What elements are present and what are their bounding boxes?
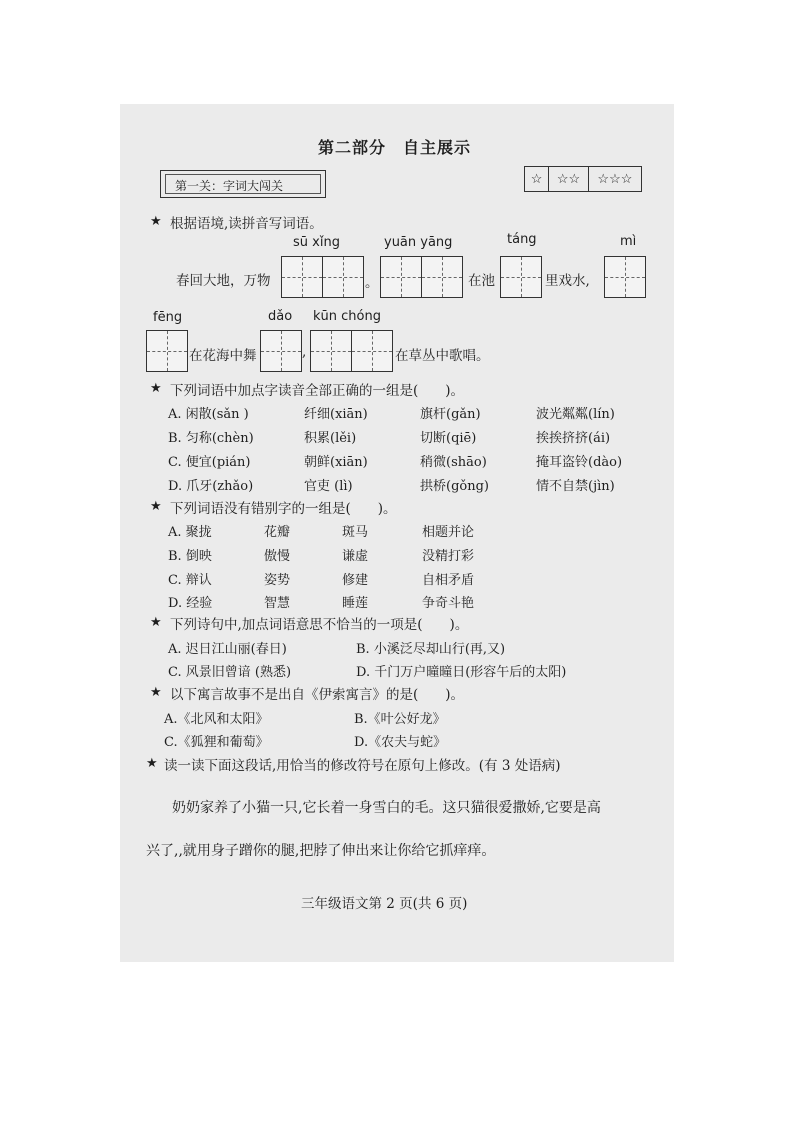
rating-two-stars: ☆☆: [549, 167, 589, 191]
pinyin-suxing: sū xǐng: [293, 235, 340, 250]
pinyin-mi: mì: [620, 234, 637, 249]
q3-option-c-2: 姿势: [264, 573, 291, 588]
pinyin-dao: dǎo: [268, 309, 293, 324]
writing-box[interactable]: [380, 256, 422, 298]
q5-option-a: A.《北风和太阳》: [164, 712, 269, 727]
q3-option-a-4: 相题并论: [422, 525, 475, 540]
q2-option-d-2: 官吏 (lì): [304, 479, 353, 494]
q5-option-c: C.《狐狸和葡萄》: [164, 735, 269, 750]
q2-option-c-2: 朝鲜(xiān): [304, 455, 368, 470]
section-banner: [160, 170, 326, 198]
pinyin-tang: táng: [507, 232, 537, 247]
pinyin-yuanyang: yuān yāng: [384, 235, 453, 250]
q2-option-a-3: 旗杆(gǎn): [420, 407, 481, 422]
writing-box[interactable]: [146, 330, 188, 372]
page-title: 第二部分 自主展示: [318, 138, 472, 157]
q3-option-b-3: 谦虚: [342, 549, 369, 564]
q3-option-d-2: 智慧: [264, 596, 291, 611]
star-icon: ★: [150, 615, 162, 630]
q1-line2-text-b: ,: [302, 344, 307, 360]
q4-option-d: D. 千门万户曈曈日(形容午后的太阳): [356, 665, 567, 680]
q1-prompt: 根据语境,读拼音写词语。: [170, 216, 323, 232]
q1-line1-text-a: 春回大地，万物: [176, 273, 271, 289]
writing-box[interactable]: [500, 256, 542, 298]
q3-option-a-3: 斑马: [342, 525, 369, 540]
q3-prompt: 下列词语没有错别字的一组是( )。: [170, 501, 397, 517]
q2-option-c-4: 掩耳盗铃(dào): [536, 455, 623, 470]
q3-option-a-1: A. 聚拢: [168, 525, 212, 540]
q4-option-c: C. 风景旧曾谙 (熟悉): [168, 665, 292, 680]
q3-option-c-4: 自相矛盾: [422, 573, 475, 588]
q4-option-b: B. 小溪泛尽却山行(再,又): [356, 642, 506, 657]
q2-option-a-2: 纤细(xiān): [304, 407, 368, 422]
star-icon: ★: [150, 499, 162, 514]
q1-line1-text-d: 里戏水,: [545, 273, 590, 289]
q1-line1-text-c: 在池: [468, 273, 495, 289]
q6-prompt: 读一读下面这段话,用恰当的修改符号在原句上修改。(有 3 处语病): [164, 758, 561, 774]
q2-option-b-4: 挨挨挤挤(ái): [536, 431, 611, 446]
q3-option-b-4: 没精打彩: [422, 549, 475, 564]
q2-option-d-1: D. 爪牙(zhǎo): [168, 479, 254, 494]
q3-option-a-2: 花瓣: [264, 525, 291, 540]
pinyin-kunchong: kūn chóng: [313, 309, 381, 324]
q6-passage-line2: 兴了,,就用身子蹭你的腿,把脖了伸出来让你给它抓痒痒。: [146, 843, 496, 859]
q5-option-d: D.《农夫与蛇》: [354, 735, 447, 750]
q2-option-c-1: C. 便宜(pián): [168, 455, 251, 470]
q3-option-d-4: 争奇斗艳: [422, 596, 475, 611]
q1-line2-text-a: 在花海中舞: [189, 348, 257, 364]
q2-option-a-4: 波光粼粼(lín): [536, 407, 615, 422]
q2-option-d-4: 情不自禁(jìn): [536, 479, 615, 494]
pinyin-feng: fēng: [153, 310, 183, 325]
q4-option-a: A. 迟日江山丽(春日): [168, 642, 287, 657]
banner-label: 第一关：字词大闯关: [175, 179, 284, 193]
writing-box[interactable]: [604, 256, 646, 298]
page-footer: 三年级语文第 2 页(共 6 页): [301, 896, 468, 912]
q2-option-c-3: 稍微(shāo): [420, 455, 487, 470]
writing-box[interactable]: [281, 256, 323, 298]
rating-three-stars: ☆☆☆: [597, 171, 633, 187]
q2-prompt: 下列词语中加点字读音全部正确的一组是( )。: [170, 383, 465, 399]
q5-prompt: 以下寓言故事不是出自《伊索寓言》的是( )。: [170, 687, 465, 703]
q3-option-c-3: 修建: [342, 573, 369, 588]
q3-option-b-2: 傲慢: [264, 549, 291, 564]
star-icon: ★: [150, 214, 162, 229]
star-icon: ★: [146, 756, 158, 771]
writing-box[interactable]: [322, 256, 364, 298]
q2-option-b-3: 切断(qiē): [420, 431, 477, 446]
star-rating: [524, 166, 642, 192]
writing-box[interactable]: [310, 330, 352, 372]
q1-line2-text-c: 在草丛中歌唱。: [395, 348, 490, 364]
q3-option-c-1: C. 辩认: [168, 573, 212, 588]
star-icon: ★: [150, 685, 162, 700]
writing-box[interactable]: [260, 330, 302, 372]
q5-option-b: B.《叶公好龙》: [354, 712, 446, 727]
q2-option-b-1: B. 匀称(chèn): [168, 431, 254, 446]
star-icon: ★: [150, 381, 162, 396]
q2-option-d-3: 拱桥(gǒng): [420, 479, 489, 494]
q2-option-b-2: 积累(lěi): [304, 431, 357, 446]
q3-option-d-3: 睡莲: [342, 596, 369, 611]
q2-option-a-1: A. 闲散(sǎn ): [168, 407, 249, 422]
writing-box[interactable]: [351, 330, 393, 372]
q6-passage-line1: 奶奶家养了小猫一只,它长着一身雪白的毛。这只猫很爱撒娇,它要是高: [172, 800, 601, 816]
q3-option-b-1: B. 倒映: [168, 549, 212, 564]
rating-one-star: ☆: [525, 167, 549, 191]
writing-box[interactable]: [421, 256, 463, 298]
q3-option-d-1: D. 经验: [168, 596, 213, 611]
q4-prompt: 下列诗句中,加点词语意思不恰当的一项是( )。: [170, 617, 469, 633]
q1-line1-text-b: 。: [365, 275, 379, 291]
